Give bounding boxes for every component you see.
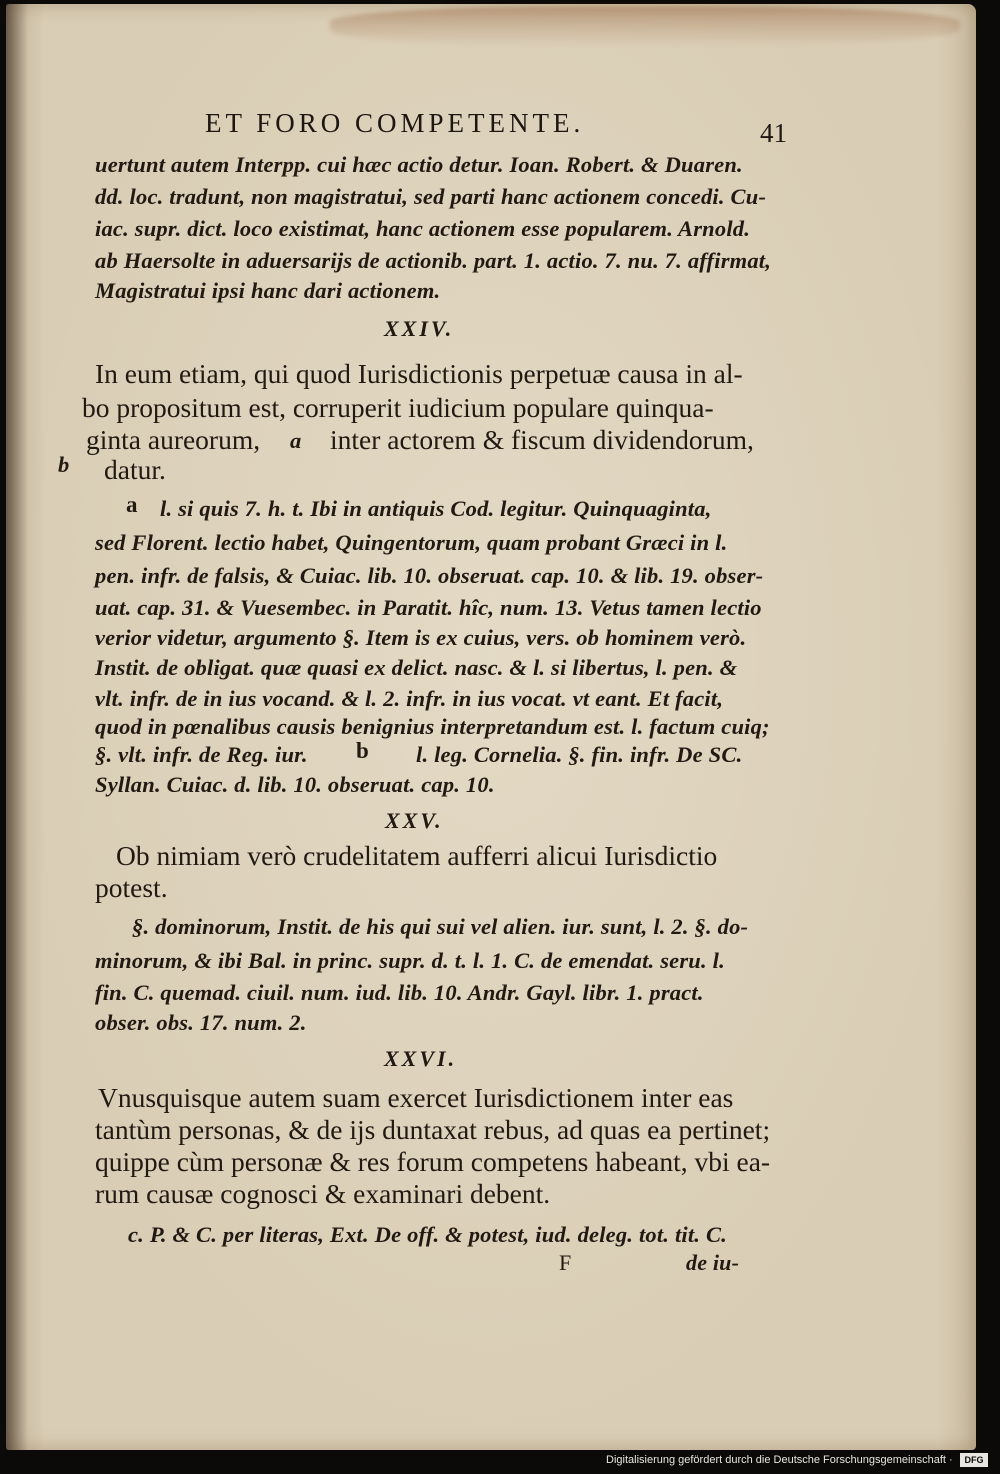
note-line: §. vlt. infr. de Reg. iur. [95,742,308,767]
dfg-logo: DFG [960,1453,988,1467]
note-line: obser. obs. 17. num. 2. [95,1010,307,1035]
note-line: quod in pœnalibus causis benignius interpretandum est. l. factum cuiq; [95,714,770,739]
body-line: bo propositum est, corruperit iudicium populare quinqua- [82,392,714,423]
note-line: uat. cap. 31. & Vuesembec. in Paratit. hîc, num. 13. Vetus tamen lectio [95,595,762,620]
note-line: iac. supr. dict. loco existimat, hanc actionem esse popularem. Arnold. [95,216,751,241]
note-line: Magistratui ipsi hanc dari actionem. [95,278,441,303]
note-line: ab Haersolte in aduersarijs de actionib. part. 1. actio. 7. nu. 7. affirmat, [95,248,772,273]
note-line: vlt. infr. de in ius vocand. & l. 2. infr. in ius vocat. vt eant. Et facit, [95,686,724,711]
page-stain [330,6,960,46]
page-number: 41 [760,118,787,148]
body-line: In eum etiam, qui quod Iurisdictionis perpetuæ causa in al- [95,358,743,389]
note-line: verior videtur, argumento §. Item is ex cuius, vers. ob hominem verò. [95,625,747,650]
note-line: minorum, & ibi Bal. in princ. supr. d. t. l. 1. C. de emendat. seru. l. [95,948,725,973]
note-line: pen. infr. de falsis, & Cuiac. lib. 10. obseruat. cap. 10. & lib. 19. obser- [95,563,764,588]
note-marker: a [126,492,138,517]
note-line: §. dominorum, Instit. de his qui sui vel alien. iur. sunt, l. 2. §. do- [132,914,749,939]
body-line: rum causæ cognosci & examinari debent. [95,1178,551,1209]
section-numeral: XXIV. [384,316,455,341]
note-line: l. si quis 7. h. t. Ibi in antiquis Cod. legitur. Quinquaginta, [160,496,712,521]
note-line: Syllan. Cuiac. d. lib. 10. obseruat. cap. 10. [95,772,495,797]
body-line: datur. [104,454,166,485]
note-line: dd. loc. tradunt, non magistratui, sed parti hanc actionem concedi. Cu- [95,184,767,209]
catchword: de iu- [686,1250,740,1275]
body-line: Vnusquisque autem suam exercet Iurisdictionem inter eas [98,1082,734,1113]
body-line: quippe cùm personæ & res forum competens habeant, vbi ea- [95,1146,771,1177]
body-line: Ob nimiam verò crudelitatem aufferri alicui Iurisdictio [116,840,718,871]
body-line: tantùm personas, & de ijs duntaxat rebus, ad quas ea pertinet; [95,1114,771,1145]
section-numeral: XXVI. [384,1046,458,1071]
body-line: potest. [95,872,168,903]
signature-mark: F [559,1250,572,1275]
note-marker: b [356,738,369,763]
page-gutter-shadow [6,4,28,1450]
note-line: fin. C. quemad. ciuil. num. iud. lib. 10. Andr. Gayl. libr. 1. pract. [95,980,704,1005]
note-line: Instit. de obligat. quæ quasi ex delict. nasc. & l. si libertus, l. pen. & [95,655,738,680]
body-line: inter actorem & fiscum dividendorum, [330,424,754,455]
note-line: l. leg. Cornelia. §. fin. infr. De SC. [416,742,743,767]
note-line: uertunt autem Interpp. cui hæc actio detur. Ioan. Robert. & Duaren. [95,152,743,177]
section-numeral: XXV. [385,808,444,833]
running-title: ET FORO COMPETENTE. [205,108,585,138]
body-line: ginta aureorum, [86,424,261,455]
note-line: c. P. & C. per literas, Ext. De off. & potest, iud. deleg. tot. tit. C. [128,1222,727,1247]
note-line: sed Florent. lectio habet, Quingentorum, quam probant Græci in l. [95,530,728,555]
footnote-marker: b [58,452,70,477]
footnote-marker: a [290,428,302,453]
digitization-credit: Digitalisierung gefördert durch die Deutsche Forschungsgemeinschaft · [606,1454,953,1466]
